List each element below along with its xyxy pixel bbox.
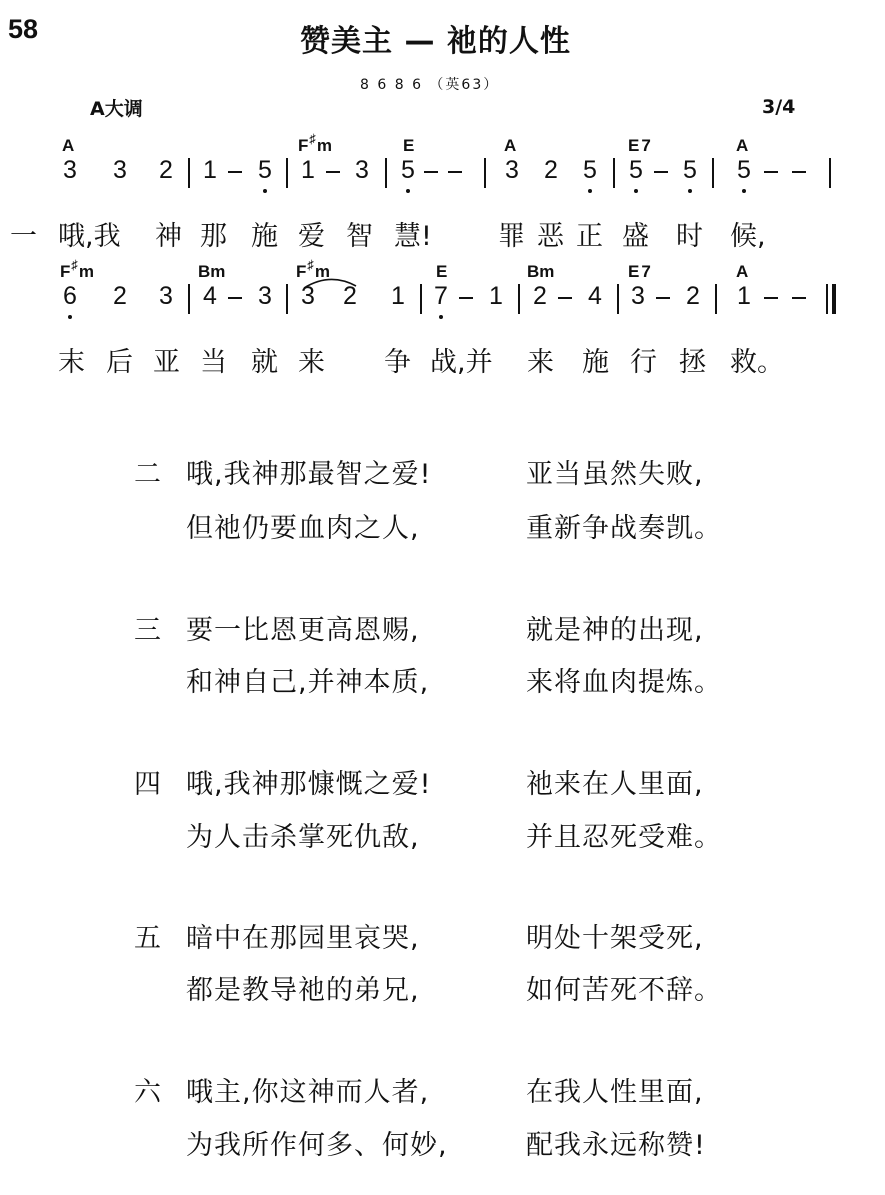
lyric-syllable: 盛 (622, 221, 649, 252)
note: 5 (732, 156, 756, 185)
dash (424, 171, 438, 173)
verse-line: 配我永远称赞! (526, 1130, 706, 1161)
lyric-syllable: 候, (730, 221, 766, 252)
note: 5 (253, 156, 277, 185)
lyric-syllable: 战,并 (430, 347, 493, 378)
note: 2 (113, 282, 127, 310)
notation-row-1 (0, 156, 885, 196)
verse-line: 哦主,你这神而人者, (186, 1077, 430, 1108)
barline (188, 284, 190, 314)
note: 3 (159, 282, 173, 310)
lyric-syllable: 施 (251, 221, 278, 252)
barline (613, 158, 615, 188)
dash (792, 171, 806, 173)
verse-line: 为我所作何多、何妙, (186, 1130, 448, 1161)
note: 3 (301, 282, 315, 310)
dash (764, 297, 778, 299)
chord-symbol: F♯m (298, 131, 333, 155)
note: 1 (301, 156, 315, 184)
barline (420, 284, 422, 314)
note: 2 (686, 282, 700, 310)
verse-number: 一 (10, 221, 37, 252)
lyric-syllable: 行 (630, 347, 657, 378)
verse-number: 五 (134, 923, 161, 954)
chord-symbol: A (736, 136, 749, 155)
chord-symbol: A (736, 262, 749, 281)
verse-line: 来将血肉提炼。 (526, 667, 722, 698)
time-signature: 3/4 (762, 96, 796, 118)
note: 2 (343, 282, 357, 310)
note: 1 (737, 282, 751, 310)
dash (656, 297, 670, 299)
note: 3 (355, 156, 369, 184)
note: 3 (631, 282, 645, 310)
meter-label: 8 6 8 6 （英63） (360, 77, 500, 93)
barline (712, 158, 714, 188)
verse-number: 三 (134, 615, 161, 646)
chord-symbol: F♯m (60, 257, 95, 281)
lyric-syllable: 时 (676, 221, 703, 252)
note: 3 (505, 156, 519, 184)
chord-symbol: E 7 (628, 136, 651, 155)
lyric-syllable: 拯 (679, 347, 706, 378)
verse-line: 祂来在人里面, (526, 769, 704, 800)
chord-symbol: F♯m (296, 257, 331, 281)
note: 5 (396, 156, 420, 185)
note: 3 (258, 282, 272, 310)
lyric-syllable: 神 (155, 221, 182, 252)
verse-line: 亚当虽然失败, (526, 459, 704, 490)
lyric-syllable: 那 (200, 221, 227, 252)
lyric-syllable: 来 (527, 347, 554, 378)
chord-symbol: E (403, 136, 415, 155)
lyric-syllable: 当 (200, 347, 227, 378)
final-barline-thin (826, 284, 828, 314)
note: 2 (533, 282, 547, 310)
hymn-title: 赞美主 — 祂的人性 (300, 24, 571, 59)
lyric-syllable: 智 (346, 221, 373, 252)
verse-number: 六 (134, 1077, 161, 1108)
note: 5 (678, 156, 702, 185)
verse-line: 重新争战奏凯。 (526, 513, 722, 544)
dash (228, 297, 242, 299)
verse-line: 就是神的出现, (526, 615, 704, 646)
dash (326, 171, 340, 173)
lyric-syllable: 哦,我 (58, 221, 121, 252)
barline (286, 158, 288, 188)
note: 4 (203, 282, 217, 310)
note: 7 (429, 282, 453, 311)
dash (448, 171, 462, 173)
lyric-syllable: 爱 (298, 221, 325, 252)
chord-symbol: Bm (198, 262, 226, 281)
lyric-syllable: 慧! (394, 221, 432, 252)
lyric-syllable: 救。 (730, 347, 784, 378)
lyric-syllable: 来 (298, 347, 325, 378)
chord-symbol: E 7 (628, 262, 651, 281)
note: 5 (578, 156, 602, 185)
lyric-syllable: 后 (106, 347, 133, 378)
lyric-syllable: 亚 (153, 347, 180, 378)
note: 2 (544, 156, 558, 184)
chord-symbol: A (62, 136, 75, 155)
barline (518, 284, 520, 314)
dash (654, 171, 668, 173)
verse-line: 明处十架受死, (526, 923, 704, 954)
verse-line: 但祂仍要血肉之人, (186, 513, 420, 544)
notation-row-2 (0, 282, 885, 322)
note: 4 (588, 282, 602, 310)
lyric-syllable: 施 (582, 347, 609, 378)
barline (715, 284, 717, 314)
barline (286, 284, 288, 314)
verse-number: 四 (134, 769, 161, 800)
verse-line: 暗中在那园里哀哭, (186, 923, 420, 954)
barline (617, 284, 619, 314)
verse-line: 并且忍死受难。 (526, 822, 722, 853)
lyric-syllable: 末 (58, 347, 85, 378)
barline (484, 158, 486, 188)
key-signature: A大调 (90, 98, 143, 120)
hymn-number: 58 (8, 14, 39, 44)
note: 2 (159, 156, 173, 184)
verse-line: 在我人性里面, (526, 1077, 704, 1108)
lyric-syllable: 罪 (498, 221, 525, 252)
note: 5 (624, 156, 648, 185)
barline (385, 158, 387, 188)
verse-line: 哦,我神那最智之爱! (186, 459, 432, 490)
note: 6 (58, 282, 82, 311)
dash (792, 297, 806, 299)
chord-symbol: E (436, 262, 448, 281)
dash (558, 297, 572, 299)
barline (188, 158, 190, 188)
verse-line: 哦,我神那慷慨之爱! (186, 769, 432, 800)
note: 3 (113, 156, 127, 184)
lyric-syllable: 恶 (537, 221, 564, 252)
note: 1 (203, 156, 217, 184)
barline (829, 158, 831, 188)
dash (459, 297, 473, 299)
lyric-syllable: 正 (576, 221, 603, 252)
note: 1 (391, 282, 405, 310)
verse-line: 为人击杀掌死仇敌, (186, 822, 420, 853)
verse-line: 都是教导祂的弟兄, (186, 975, 420, 1006)
dash (228, 171, 242, 173)
chord-symbol: A (504, 136, 517, 155)
note: 1 (489, 282, 503, 310)
lyric-syllable: 争 (384, 347, 411, 378)
lyric-syllable: 就 (251, 347, 278, 378)
final-barline-thick (832, 284, 836, 314)
dash (764, 171, 778, 173)
verse-line: 如何苦死不辞。 (526, 975, 722, 1006)
verse-line: 要一比恩更高恩赐, (186, 615, 420, 646)
chord-symbol: Bm (527, 262, 555, 281)
note: 3 (63, 156, 77, 184)
verse-line: 和神自己,并神本质, (186, 667, 430, 698)
verse-number: 二 (134, 459, 161, 490)
